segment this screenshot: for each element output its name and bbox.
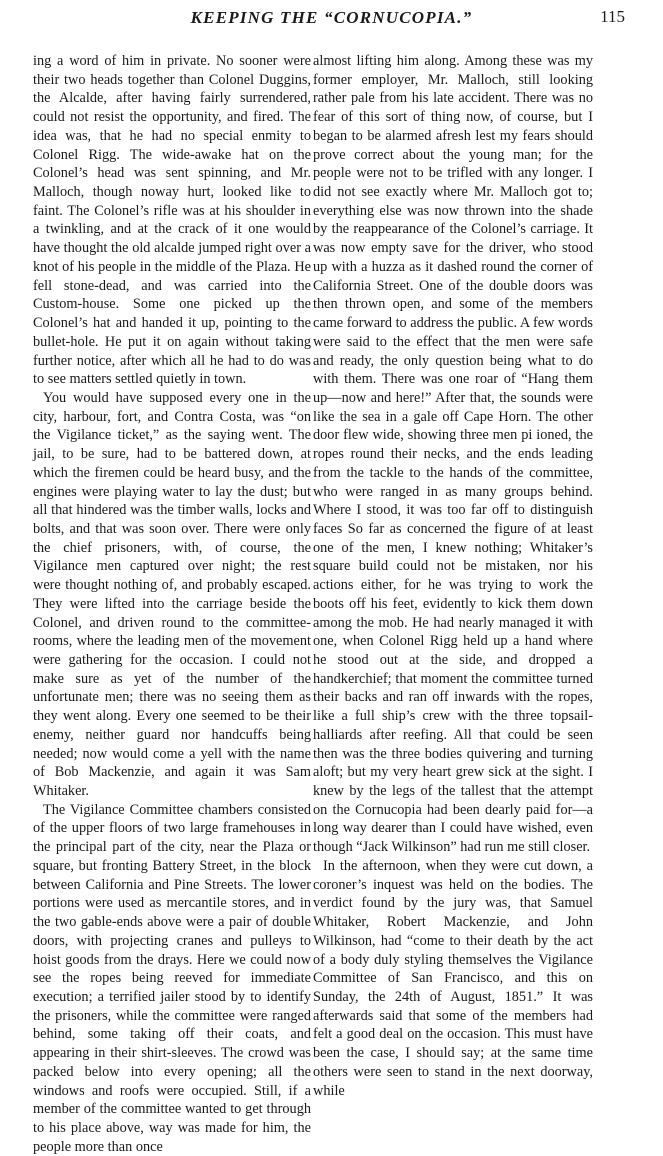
right-column — [313, 52, 593, 1100]
page-number: 115 — [600, 7, 625, 26]
paragraph: You would have supposed every one in the city, harbour, fort, and Contra Costa, was “on the Vigilance ticket,” as the saying went. The jail, to be sure, had to be battered down, at which the firemen could be heard busy, and the engines were playing water to lay the dust; but all that hindered was the timber walls, locks and bolts, and that was soon over. There were only the chief prisoners, with, of course, the Vigilance men captured over night; the rest were thought nothing of, and probably escaped. They were lifted into the carriage beside the Colonel, and driven round to the committee-rooms, where the leading men of the movement were gathering for the occasion. I could not make sure as yet of the number of the unfortunate men; there was no seeing them as they went along. Every one seemed to be their enemy, neither guard nor handcuffs being needed; now would come a yell with the name of Bob Mackenzie, and again it was Sam Whitaker. — [33, 389, 311, 800]
paragraph: ing a word of him in private. No sooner were their two heads together than Colonel Duggins, the Alcalde, after having fairly surrendered, could not resist the opportunity, and fired. The idea was, that he had no special enmity to Colonel Rigg. The wide-awake hat on the Colonel’s head was sent spinning, and Mr. Malloch, though noway hurt, looked like to faint. The Colonel’s rifle was at his shoulder in a twinkling, and at the crack of it one would have thought the old alcalde jumped right over a knot of his people in the middle of the Plaza. He fell stone-dead, and was carried into the Custom-house. Some one picked up the Colonel’s hat and handed it up, pointing to the bullet-hole. He put it on again without taking further notice, after which all he had to do was to see matters settled quietly in town. — [33, 53, 311, 388]
paragraph: In the afternoon, when they were cut down, a coroner’s inquest was held on the bodies. The verdict found by the jury was, that Samuel Whitaker, Robert Mackenzie, and John Wilkinson, had “come to their death by the act of a body duly styling themselves the Vigilance Committee of San Francisco, and this on Sunday, the 24th of August, 1851.” It was afterwards said that some of the members had felt a good deal on the occasion. This must have been the case, I should say; at the same time others were seen to stand in the next doorway, while — [313, 857, 593, 1099]
paragraph: The Vigilance Committee chambers consisted of the upper floors of two large framehouses in the principal part of the city, near the Plaza or square, but fronting Battery Street, in the block between California and Pine Streets. The lower portions were used as mercantile stores, and in the two gable-ends above were a pair of double doors, with projecting cranes and pulleys to hoist goods from the drays. Here we could now see the ropes being reeved for immediate execution; a terrified jailer stood by to identify the prisoners, while the committee were ranged behind, some taking off their coats, and appearing in their shirt-sleeves. The crowd was packed below into every opening; all the windows and roofs were occupied. Still, if a member of the committee wanted to get through to his place above, way was made for him, the people more than once — [33, 801, 311, 1155]
paragraph: almost lifting him along. Among these was my former employer, Mr. Malloch, still looking rather pale from his late accident. There was no fear of this sort of thing now, of course, but I began to be alarmed afresh lest my fears should prove correct about the young man; for the people were not to be trifled with any longer. I did not see exactly where Mr. Malloch got to; everything else was now thrown into the shade by the reappearance of the Colonel’s carriage. It was now empty save for the driver, who stood up with a huzza as it dashed round the corner of California Street. One of the double doors was then thrown open, and some of the members came forward to address the public. A few words were said to the effect that the men were safe and ready, the only question being what to do with them. There was one roar of “Hang them up—now and here!” After that, the sounds were like the sea in a gale off Cape Horn. The other door flew wide, showing three men pi ioned, the ropes round their necks, and the ends leading from the tackle to the hands of the committee, who were ranged in as many groups behind. Where I stood, it was too far off to distinguish faces So far as concerned the figure of at least one of the men, I knew nothing; Whitaker’s square build could not be mistaken, nor his actions either, for he was trying to work the boots off his feet, evidently to kick them down among the mob. He had nearly managed it with one, when Colonel Rigg held up a hand where he stood out at the side, and dropped a handkerchief; that moment the committee turned their backs and ran off inwards with the ropes, like a full ship’s crew with the three topsail-halliards after reefing. All that could be seen then was the three bodies quivering and turning aloft; but my very heart grew sick at the sight. I knew by the legs of the tallest that the attempt on the Cornucopia had been dearly paid for—a long way dearer than I could have wished, even though “Jack Wilkinson” had run me still closer. — [313, 53, 593, 856]
left-column — [33, 52, 311, 1156]
running-title: KEEPING THE “CORNUCOPIA.” — [190, 8, 473, 27]
